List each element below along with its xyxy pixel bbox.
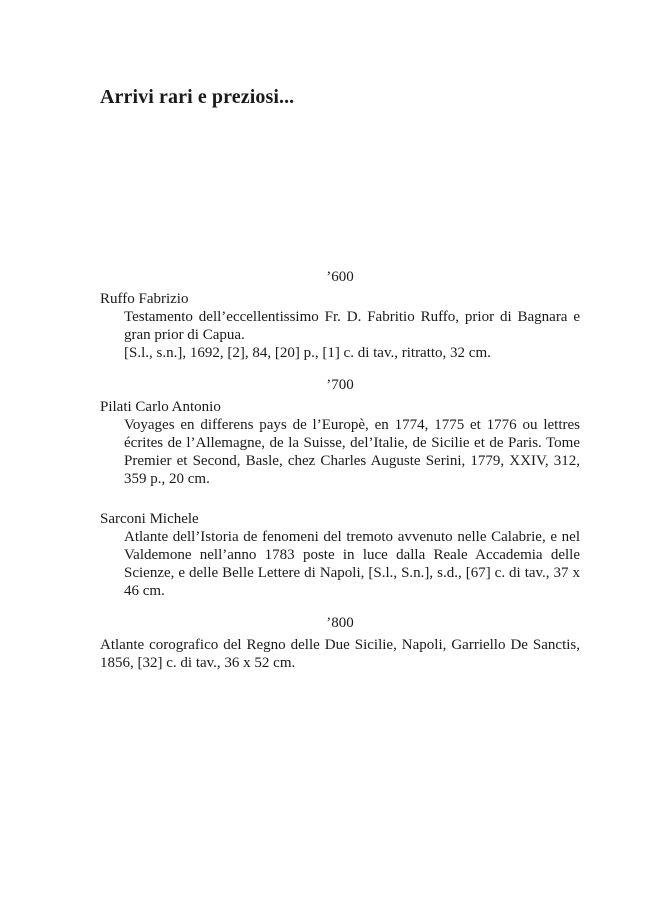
catalog-entry (100, 510, 580, 600)
catalog-list (100, 268, 580, 672)
century-section (100, 614, 580, 672)
century-heading: ’800 (326, 615, 354, 631)
century-section (100, 376, 580, 600)
catalog-entry (100, 636, 580, 672)
century-heading: ’700 (326, 377, 354, 393)
entry-author: Ruffo Fabrizio (100, 291, 189, 307)
entry-text: Voyages en differens pays de l’Europè, en 1774, 1775 et 1776 ou lettres écrites de l’Allemagne, de la Suisse, del’Italie, de Sicilie et de Paris. Tome Premier et Second, Basle, chez Charles Auguste Serini, 1779, XXIV, 312, 359 p., 20 cm. (124, 417, 580, 487)
catalog-entry (100, 398, 580, 488)
catalog-entry (100, 290, 580, 362)
entry-author: Sarconi Michele (100, 511, 199, 527)
entry-text: Atlante corografico del Regno delle Due Sicilie, Napoli, Garriello De Sanctis, 1856, [32] c. di tav., 36 x 52 cm. (100, 637, 580, 671)
entry-text: Atlante dell’Istoria de fenomeni del tremoto avvenuto nelle Calabrie, e nel Valdemone nell’anno 1783 poste in luce dalla Reale Accademia delle Scienze, e delle Belle Lettere di Napoli, [S.l., S.n.], s.d., [67] c. di tav., 37 x 46 cm. (124, 529, 580, 599)
page-title: Arrivi rari e preziosi... (100, 86, 295, 108)
entry-author: Pilati Carlo Antonio (100, 399, 221, 415)
century-section (100, 268, 580, 362)
century-heading: ’600 (326, 269, 354, 285)
entry-description: [S.l., s.n.], 1692, [2], 84, [20] p., [1] c. di tav., ritratto, 32 cm. (124, 345, 491, 361)
entry-title: Testamento dell’eccellentissimo Fr. D. Fabritio Ruffo, prior di Bagnara e gran prior di Capua. (124, 309, 580, 343)
